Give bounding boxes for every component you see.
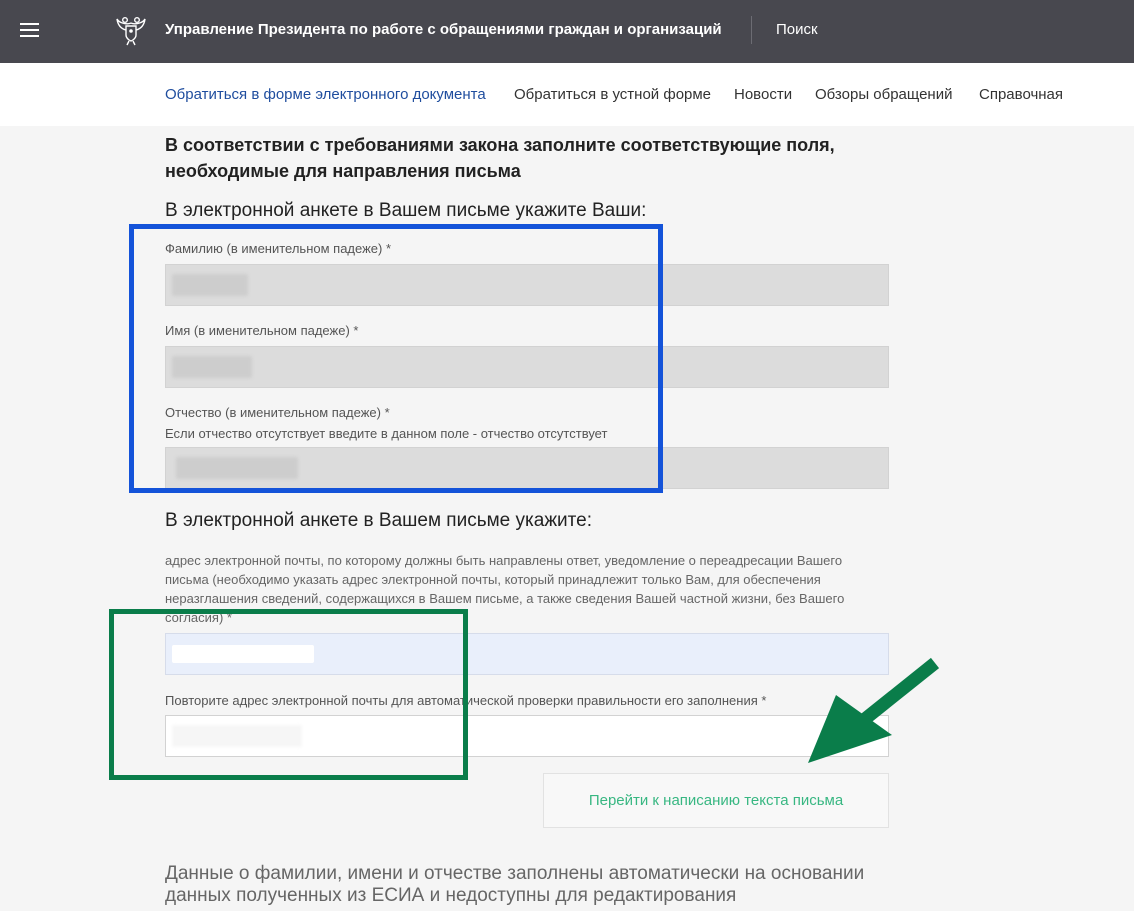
name-label: Имя (в именительном падеже) *	[165, 323, 359, 338]
email-repeat-label: Повторите адрес электронной почты для автоматической проверки правильности его заполнения *	[165, 693, 767, 708]
name-field[interactable]	[165, 346, 889, 388]
go-to-letter-button[interactable]: Перейти к написанию текста письма	[543, 773, 889, 828]
surname-field[interactable]	[165, 264, 889, 306]
nav-item-reference[interactable]: Справочная	[979, 86, 1064, 103]
section-heading-personal: В электронной анкете в Вашем письме укажите Ваши:	[165, 200, 647, 221]
email-repeat-field[interactable]	[165, 715, 889, 757]
nav-item-reviews[interactable]: Обзоры обращений	[815, 86, 953, 103]
email-field[interactable]	[165, 633, 889, 675]
main-nav	[0, 63, 1134, 126]
form-intro: В соответствии с требованиями закона заполните соответствующие поля, необходимые для направления письма	[165, 135, 835, 181]
header-divider	[751, 16, 752, 44]
emblem-icon	[114, 13, 148, 47]
surname-label: Фамилию (в именительном падеже) *	[165, 241, 392, 256]
email-description: адрес электронной почты, по которому должны быть направлены ответ, уведомление о переадресации Вашего письма (необходимо указать адрес электронной почты, который принадлежит только Вам, для обеспечения неразглашения сведений, содержащихся в Вашем письме, а также сведения Вашей частной жизни, без Вашего согласия) *	[165, 553, 845, 625]
org-title[interactable]: Управление Президента по работе с обращениями граждан и организаций	[165, 21, 722, 38]
nav-item-electronic-document[interactable]: Обратиться в форме электронного документа	[165, 86, 486, 103]
menu-icon[interactable]	[20, 22, 39, 38]
nav-item-oral-form[interactable]: Обратиться в устной форме	[514, 86, 712, 103]
nav-item-news[interactable]: Новости	[734, 86, 793, 103]
section-heading-email: В электронной анкете в Вашем письме укажите:	[165, 510, 592, 531]
patronymic-hint: Если отчество отсутствует введите в данном поле - отчество отсутствует	[165, 426, 608, 441]
search-link[interactable]: Поиск	[776, 21, 818, 38]
patronymic-field[interactable]	[165, 447, 889, 489]
top-header	[0, 0, 1134, 63]
patronymic-label: Отчество (в именительном падеже) *	[165, 405, 390, 420]
esia-note: Данные о фамилии, имени и отчестве заполнены автоматически на основании данных полученных из ЕСИА и недоступны для редактирования	[165, 863, 865, 906]
